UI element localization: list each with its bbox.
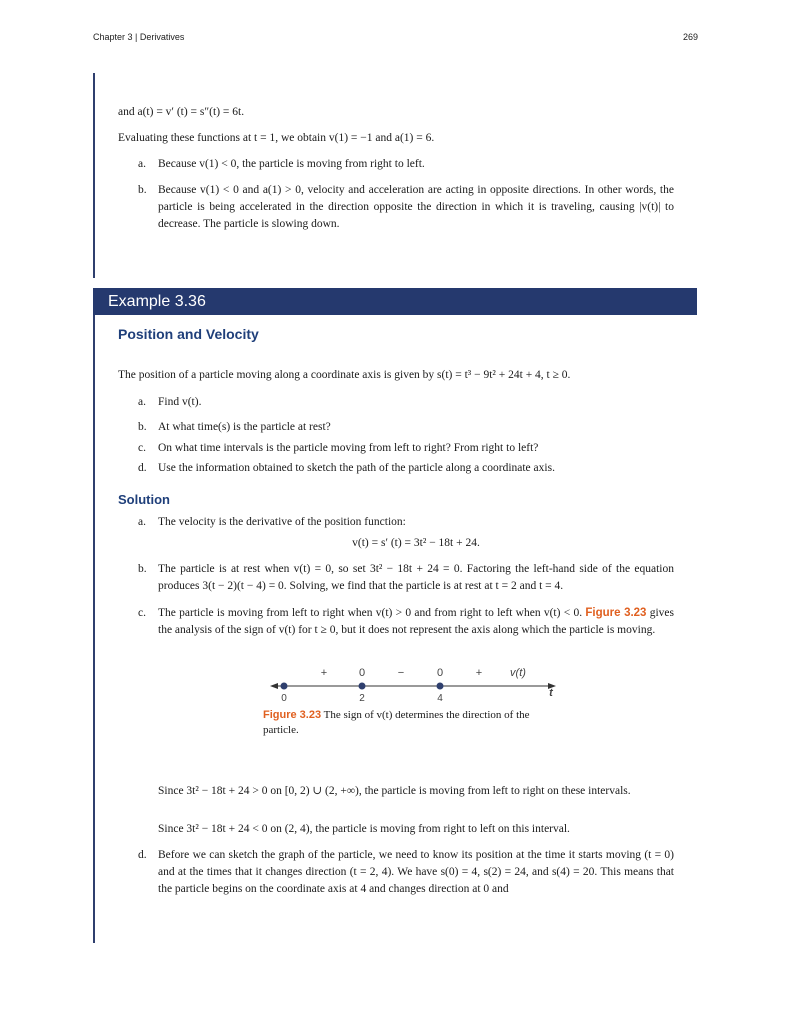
list-item-text: Because v(1) < 0, the particle is moving from right to left. [158, 158, 425, 170]
figure-caption-text: The sign of v(t) determines the direction of the particle. [263, 709, 530, 736]
solution-part-a [138, 514, 674, 531]
example-banner: Example 3.36 [93, 288, 697, 315]
point-t0 [281, 683, 288, 690]
list-marker: c. [138, 442, 146, 454]
figure-caption [263, 708, 563, 738]
point-t2 [359, 683, 366, 690]
tick-label-4: 4 [437, 693, 443, 704]
left-arrow-icon [270, 683, 278, 689]
list-item-text: Since 3t² − 18t + 24 > 0 on [0, 2) ∪ (2, +∞), the particle is moving from left to right on these intervals. [158, 785, 631, 797]
list-item-text: Find v(t). [158, 396, 202, 408]
list-item-text: The particle is at rest when v(t) = 0, so set 3t² − 18t + 24 = 0. Factoring the left-hand side of the equation produces 3(t − 2)(t − 4) = 0. Solving, we find that the particle is at rest at t = 2 and t = 4. [158, 563, 674, 592]
list-item-text: Before we can sketch the graph of the particle, we need to know its position at the time it starts moving (t = 0) and at the times that it changes direction (t = 2, 4). We have s(0) = 4, s(2) = 24, and s(4) = 20. This means that the particle begins on the coordinate axis at 4 and changes direction at 0 and [158, 849, 674, 895]
function-label: v(t) [510, 667, 526, 679]
list-item-text: On what time intervals is the particle moving from left to right? From right to left? [158, 442, 539, 454]
list-item-text: Because v(1) < 0 and a(1) > 0, velocity and acceleration are acting in opposite directions. In other words, the particle is being accelerated in the direction opposite the direction in which it is traveling, causing |v(t)| to decrease. The particle is slowing down. [158, 184, 674, 230]
figure-caption-label: Figure 3.23 [263, 709, 322, 721]
solution-c-since-1 [138, 783, 674, 800]
page-number: 269 [682, 32, 698, 42]
solution-c-text-after: gives the analysis of the sign of v(t) for t ≥ 0, but it does not represent the axis along which the particle is moving. [158, 607, 674, 636]
solution-part-b [138, 561, 674, 595]
sign-chart-figure [262, 662, 562, 706]
list-item-text: Use the information obtained to sketch the path of the particle along a coordinate axis. [158, 462, 555, 474]
intro-acceleration-line: and a(t) = v′ (t) = s″(t) = 6t. [118, 106, 245, 118]
intro-item-b [138, 182, 674, 233]
example-part-b [138, 419, 674, 436]
list-item-text: At what time(s) is the particle at rest? [158, 421, 331, 433]
intro-item-a [138, 156, 674, 173]
point-t4 [437, 683, 444, 690]
list-marker: c. [138, 607, 146, 619]
solution-c-since-2 [138, 821, 674, 838]
intro-evaluating-line: Evaluating these functions at t = 1, we obtain v(1) = −1 and a(1) = 6. [118, 132, 435, 144]
list-marker: a. [138, 396, 146, 408]
list-marker: d. [138, 849, 147, 861]
example-title: Position and Velocity [118, 326, 259, 342]
solution-part-d [138, 847, 674, 898]
list-item-text [158, 605, 674, 639]
margin-rule-bottom [93, 315, 95, 943]
sign-label-interval-0-2: + [320, 667, 328, 679]
figure-reference-link[interactable]: Figure 3.23 [585, 607, 647, 619]
example-part-a [138, 394, 674, 411]
list-marker: b. [138, 563, 147, 575]
list-marker: a. [138, 516, 146, 528]
axis-label-t: t [549, 687, 553, 699]
sign-label-zero-at-2: 0 [358, 667, 366, 679]
list-marker: b. [138, 421, 147, 433]
running-head-chapter: Chapter 3 | Derivatives [93, 32, 185, 42]
example-part-c [138, 440, 674, 457]
sign-label-interval-4-inf: + [475, 667, 483, 679]
solution-c-text-before: The particle is moving from left to right when v(t) > 0 and from right to left when v(t) < 0. [158, 607, 583, 619]
list-marker: d. [138, 462, 147, 474]
margin-rule-top [93, 73, 95, 278]
sign-label-zero-at-4: 0 [436, 667, 444, 679]
example-part-d [138, 460, 674, 477]
list-item-text: The velocity is the derivative of the position function: [158, 516, 406, 528]
solution-heading: Solution [118, 492, 170, 507]
velocity-equation: v(t) = s′ (t) = 3t² − 18t + 24. [352, 537, 480, 549]
sign-label-interval-2-4: − [397, 667, 405, 679]
list-item-text: Since 3t² − 18t + 24 < 0 on (2, 4), the particle is moving from right to left on this interval. [158, 823, 570, 835]
tick-label-0: 0 [281, 693, 287, 704]
list-marker: a. [138, 158, 146, 170]
solution-part-c [138, 605, 674, 639]
tick-label-2: 2 [359, 693, 365, 704]
list-marker: b. [138, 184, 147, 196]
example-statement: The position of a particle moving along a coordinate axis is given by s(t) = t³ − 9t² + 24t + 4, t ≥ 0. [118, 369, 571, 381]
